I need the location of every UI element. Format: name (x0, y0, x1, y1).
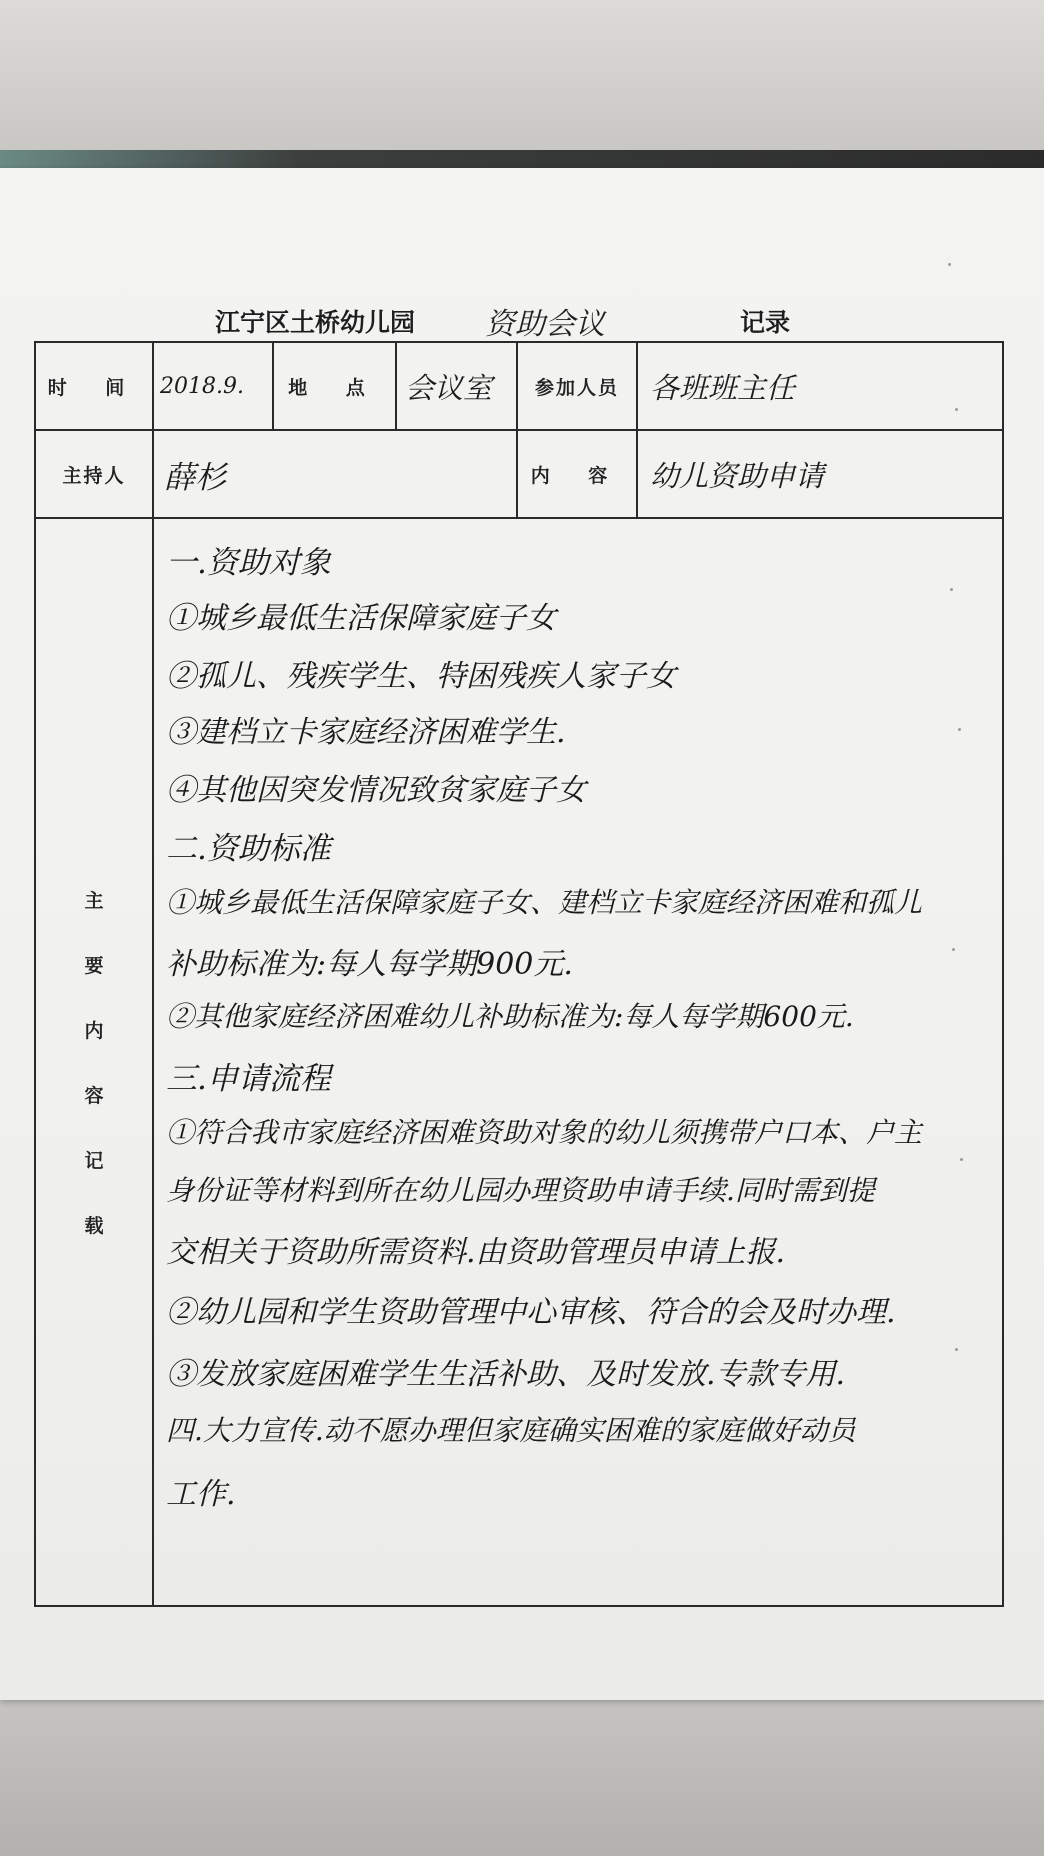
speck (948, 263, 951, 266)
record-line: ②其他家庭经济困难幼儿补助标准为:每人每学期600元. (166, 1000, 854, 1033)
time-label: 时 间 (35, 342, 153, 430)
record-line: 身份证等材料到所在幼儿园办理资助申请手续.同时需到提 (166, 1174, 875, 1207)
record-line: 三.申请流程 (166, 1061, 331, 1097)
content-value: 幼儿资助申请 (637, 430, 1003, 518)
table-row (35, 342, 1003, 430)
place-label: 地 点 (273, 342, 396, 430)
host-value: 薛杉 (153, 430, 517, 518)
participants-value: 各班班主任 (637, 342, 1003, 430)
record-line: 补助标准为:每人每学期900元. (166, 947, 573, 982)
record-line: ①城乡最低生活保障家庭子女、建档立卡家庭经济困难和孤儿 (166, 886, 923, 919)
background-bottom (0, 1700, 1044, 1856)
record-line: ③建档立卡家庭经济困难学生. (166, 715, 566, 750)
main-label-char: 载 (84, 1215, 104, 1237)
table-row (35, 518, 1003, 1606)
title-printed: 江宁区土桥幼儿园 (215, 308, 416, 337)
record-line: 工作. (166, 1477, 236, 1512)
main-label-char: 主 (84, 890, 104, 912)
main-content-label (35, 518, 153, 1606)
main-content-record (153, 518, 1003, 1606)
title-suffix: 记录 (740, 308, 791, 337)
meeting-record-table (34, 341, 1004, 1607)
record-line: ③发放家庭困难学生生活补助、及时发放.专款专用. (166, 1357, 846, 1392)
main-label-char: 容 (84, 1085, 104, 1107)
record-line: 四.大力宣传.动不愿办理但家庭确实困难的家庭做好动员 (166, 1414, 856, 1447)
background-edge (0, 150, 1044, 170)
record-line: 二.资助标准 (166, 831, 331, 867)
record-line: ②孤儿、残疾学生、特困残疾人家子女 (166, 659, 676, 694)
record-line: ②幼儿园和学生资助管理中心审核、符合的会及时办理. (166, 1295, 896, 1330)
document-title (215, 293, 815, 343)
background-top (0, 0, 1044, 150)
title-handwritten: 资助会议 (485, 307, 605, 342)
participants-label: 参加人员 (517, 342, 637, 430)
paper-sheet (0, 168, 1044, 1700)
record-line: ①符合我市家庭经济困难资助对象的幼儿须携带户口本、户主 (166, 1116, 923, 1149)
record-line: ①城乡最低生活保障家庭子女 (166, 601, 556, 636)
content-label: 内 容 (517, 430, 637, 518)
record-line: 交相关于资助所需资料.由资助管理员申请上报. (166, 1235, 786, 1270)
record-line: 一.资助对象 (166, 545, 331, 581)
time-value: 2018.9. (153, 342, 273, 430)
host-label: 主持人 (35, 430, 153, 518)
table-row (35, 430, 1003, 518)
main-label-char: 记 (84, 1150, 104, 1172)
place-value: 会议室 (396, 342, 517, 430)
main-label-char: 内 (84, 1020, 104, 1042)
record-line: ④其他因突发情况致贫家庭子女 (166, 773, 586, 808)
main-label-char: 要 (84, 955, 104, 977)
